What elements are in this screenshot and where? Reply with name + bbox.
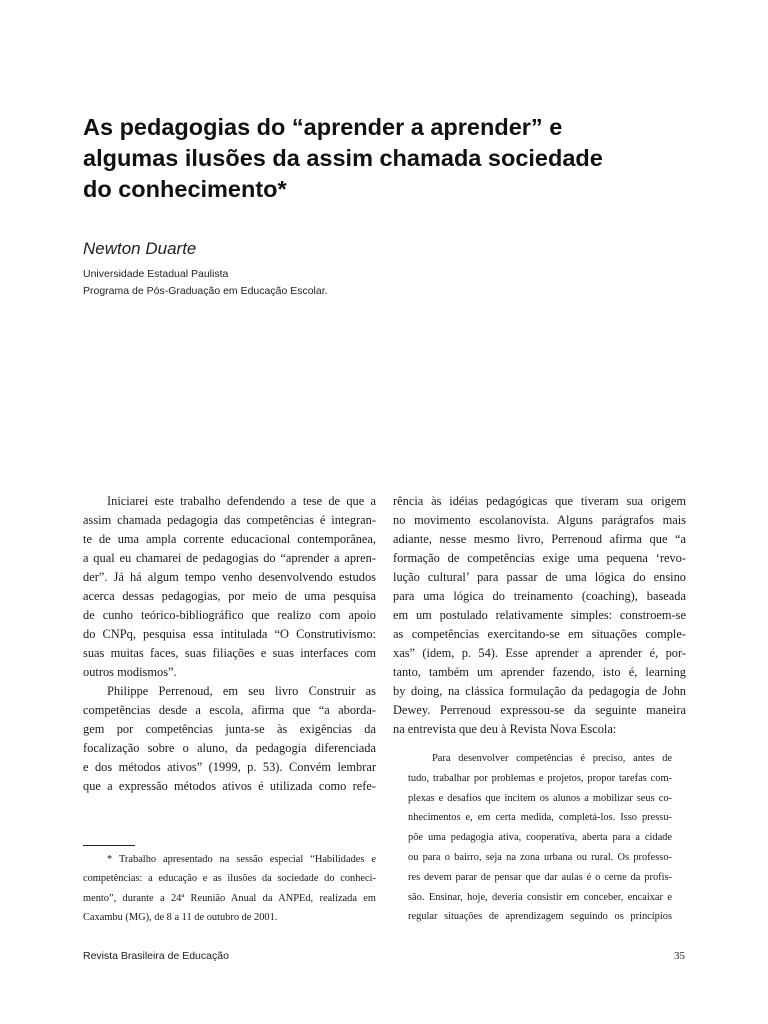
- body-line: suas muitas faces, suas filiações e suas interfaces com: [83, 646, 376, 660]
- body-line: do CNPq, pesquisa essa intitulada “O Construtivismo:: [83, 627, 376, 641]
- body-line: que a expressão métodos ativos é utilizada como refe-: [83, 779, 376, 793]
- body-column-right: [393, 492, 686, 739]
- quote-line: plexas e desafios que incitem os alunos a mobilizar seus co-: [408, 792, 672, 804]
- author-name: Newton Duarte: [83, 239, 197, 258]
- quote-line: tudo, trabalhar por problemas e projetos, propor tarefas com-: [408, 772, 672, 784]
- body-line: em um postulado relativamente simples: constroem-se: [393, 608, 686, 622]
- body-line: der”. Já há algum tempo venho desenvolvendo estudos: [83, 570, 376, 584]
- body-line: xas” (idem, p. 54). Esse aprender a aprender é, por-: [393, 646, 686, 660]
- footnote-line: Caxambu (MG), de 8 a 11 de outubro de 2001.: [83, 911, 278, 923]
- title-line: do conhecimento*: [83, 176, 287, 202]
- block-quote: [408, 749, 672, 927]
- affiliation-line: Universidade Estadual Paulista: [83, 268, 229, 280]
- body-line: de cunho teórico-bibliográfico que realizo com apoio: [83, 608, 376, 622]
- body-line: rência às idéias pedagógicas que tiveram sua origem: [393, 494, 686, 508]
- body-column-left: [83, 492, 376, 796]
- body-line: focalização sobre o aluno, da pedagogia diferenciada: [83, 741, 376, 755]
- journal-name: Revista Brasileira de Educação: [83, 950, 229, 962]
- quote-line: regular situações de aprendizagem seguindo os princípios: [408, 911, 672, 923]
- article-title: [83, 112, 683, 205]
- body-line: competências desde a escola, afirma que “a aborda-: [83, 703, 376, 717]
- footnote-line: * Trabalho apresentado na sessão especial “Habilidades e: [107, 854, 376, 865]
- footnote-line: competências: a educação e as ilusões da sociedade do conheci-: [83, 873, 376, 885]
- footnote: [83, 850, 376, 927]
- quote-line: são. Ensinar, hoje, deveria consistir em conceber, encaixar e: [408, 891, 672, 903]
- footnote-line: mento”, durante a 24ª Reunião Anual da ANPEd, realizada em: [83, 892, 376, 904]
- footnote-rule: [83, 845, 135, 846]
- body-line: outros modismos”.: [83, 665, 177, 679]
- body-line: te de uma ampla corrente educacional contemporânea,: [83, 532, 376, 546]
- affiliation-line: Programa de Pós-Graduação em Educação Escolar.: [83, 285, 328, 297]
- body-line: e dos métodos ativos” (1999, p. 53). Convém lembrar: [83, 760, 376, 774]
- body-line: acerca dessas pedagogias, por meio de uma pesquisa: [83, 589, 376, 603]
- body-line: na entrevista que deu à Revista Nova Escola:: [393, 722, 617, 736]
- body-line: lução cultural’ para passar de uma lógica do ensino: [393, 570, 686, 584]
- quote-line: põe uma pedagogia ativa, cooperativa, aberta para a cidade: [408, 832, 672, 844]
- author-affiliation: [83, 266, 328, 300]
- body-line: formação de competências exige uma pequena ‘revo-: [393, 551, 686, 565]
- quote-line: Para desenvolver competências é preciso, antes de: [432, 753, 672, 764]
- quote-line: nhecimentos e, em certa medida, completá-los. Isso pressu-: [408, 812, 672, 824]
- title-line: As pedagogias do “aprender a aprender” e: [83, 114, 563, 140]
- body-line: a qual eu chamarei de pedagogias do “aprender a apren-: [83, 551, 376, 565]
- body-line: assim chamada pedagogia das competências é integran-: [83, 513, 376, 527]
- body-line: Philippe Perrenoud, em seu livro Construir as: [107, 684, 376, 698]
- body-line: tanto, também um aprender fazendo, isto é, learning: [393, 665, 686, 679]
- body-line: Dewey. Perrenoud expressou-se da seguinte maneira: [393, 703, 686, 717]
- body-line: adiante, nesse mesmo livro, Perrenoud afirma que “a: [393, 532, 686, 546]
- title-line: algumas ilusões da assim chamada sociedade: [83, 145, 603, 171]
- body-line: as competências exercitando-se em situações comple-: [393, 627, 686, 641]
- body-line: para uma lógica do treinamento (coaching), baseada: [393, 589, 686, 603]
- page-number: 35: [674, 950, 685, 962]
- body-line: by doing, na clássica formulação da pedagogia de John: [393, 684, 686, 698]
- quote-line: res devem parar de pensar que dar aulas é o cerne da profis-: [408, 871, 672, 883]
- body-line: Iniciarei este trabalho defendendo a tese de que a: [107, 494, 376, 508]
- quote-line: ou para o bairro, seja na zona urbana ou rural. Os professo-: [408, 851, 672, 863]
- body-line: no movimento escolanovista. Alguns parágrafos mais: [393, 513, 686, 527]
- body-line: gem por competências junta-se às exigências da: [83, 722, 376, 736]
